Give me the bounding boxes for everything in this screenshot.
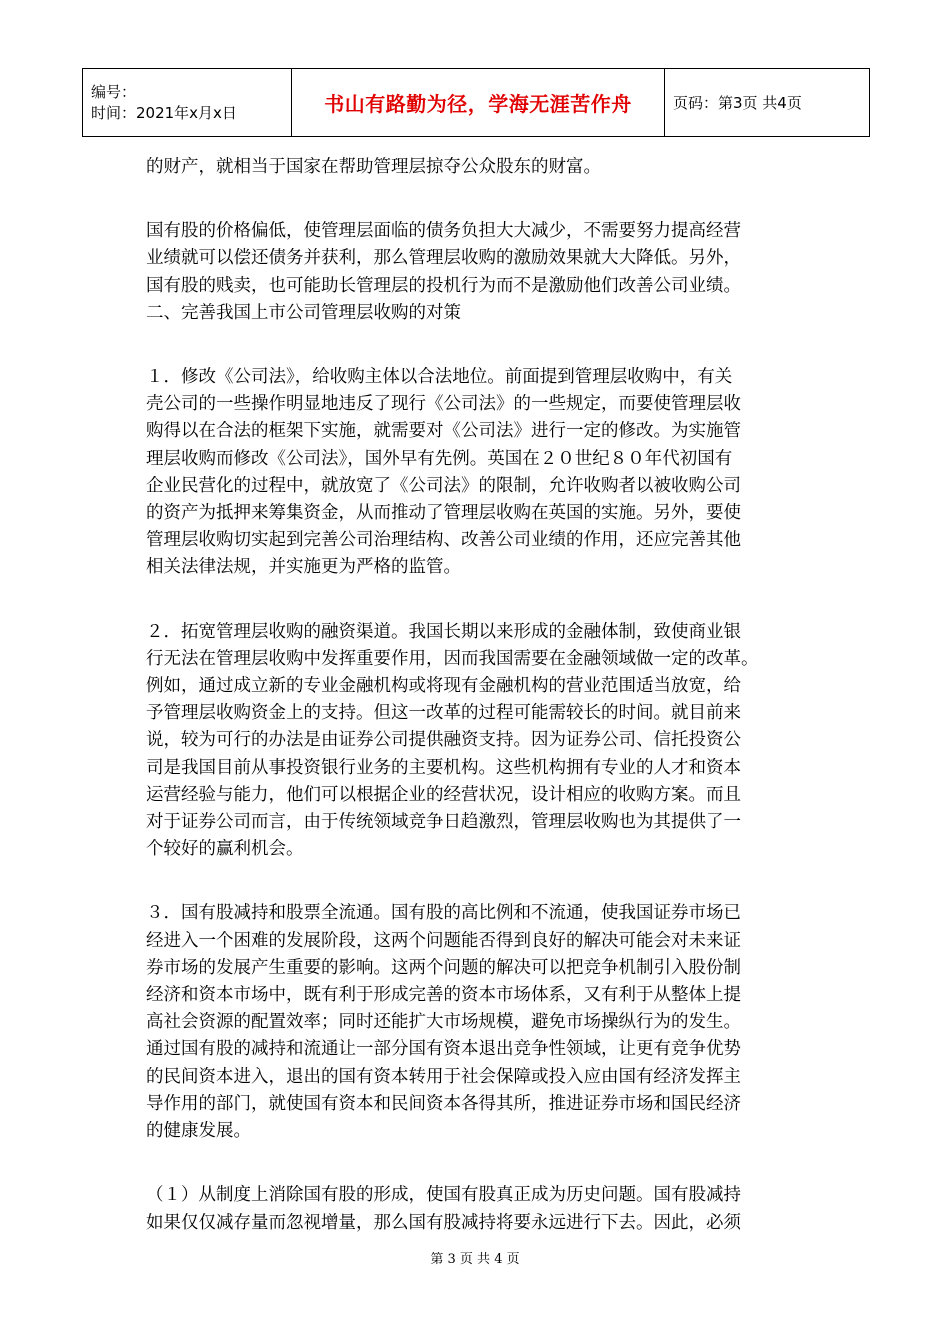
document-header: [82, 68, 870, 137]
paragraph-continuation: 的财产，就相当于国家在帮助管理层掠夺公众股东的财富。: [146, 157, 601, 177]
paragraph-state-shares-price: 国有股的价格偏低，使管理层面临的债务负担大大减少，不需要努力提高经营 业绩就可以偿还债务并获利，那么管理层收购的激励效果就大大降低。另外， 国有股的贱卖，也可能助长管理层的投机行为而不是激励他们改善公司业绩。 二、完善我国上市公司管理层收购的对策: [146, 221, 741, 323]
document-date-label: 时间：2021年x月x日: [91, 103, 237, 122]
paragraph-institutional-elimination: （１）从制度上消除国有股的形成，使国有股真正成为历史问题。国有股减持 如果仅仅减存量而忽视增量，那么国有股减持将要永远进行下去。因此，必须: [146, 1185, 741, 1233]
header-page-number: 页码：第3页 共4页: [665, 69, 870, 137]
header-motto: 书山有路勤为径，学海无涯苦作舟: [292, 69, 665, 137]
header-meta-cell: [83, 69, 292, 137]
document-body: [146, 154, 826, 1237]
paragraph-company-law: １．修改《公司法》，给收购主体以合法地位。前面提到管理层收购中，有关 壳公司的一些操作明显地违反了现行《公司法》的一些规定，而要使管理层收 购得以在合法的框架下实施，就需要对《公司法》进行一定的修改。为实施管 理层收购而修改《公司法》，国外早有先例。英国在２０世纪８０年代初国有 企业民营化的过程中，就放宽了《公司法》的限制，允许收购者以被收购公司 的资产为抵押来筹集资金，从而推动了管理层收购在英国的实施。另外，要使 管理层收购切实起到完善公司治理结构、改善公司业绩的作用，还应完善其他 相关法律法规，并实施更为严格的监管。: [146, 367, 741, 578]
paragraph-financing-channels: ２．拓宽管理层收购的融资渠道。我国长期以来形成的金融体制，致使商业银 行无法在管理层收购中发挥重要作用，因而我国需要在金融领域做一定的改革。 例如，通过成立新的专业金融机构或将现有金融机构的营业范围适当放宽，给 予管理层收购资金上的支持。但这一改革的过程可能需较长的时间。就目前来 说，较为可行的办法是由证券公司提供融资支持。因为证券公司、信托投资公 司是我国目前从事投资银行业务的主要机构。这些机构拥有专业的人才和资本 运营经验与能力，他们可以根据企业的经营状况，设计相应的收购方案。而且 对于证券公司而言，由于传统领域竞争日趋激烈，管理层收购也为其提供了一 个较好的赢利机会。: [146, 621, 759, 860]
paragraph-state-share-reduction: ３．国有股减持和股票全流通。国有股的高比例和不流通，使我国证券市场已 经进入一个困难的发展阶段，这两个问题能否得到良好的解决可能会对未来证 券市场的发展产生重要的影响。这两个问题的解决可以把竞争机制引入股份制 经济和资本市场中，既有利于形成完善的资本市场体系，又有利于从整体上提 高社会资源的配置效率；同时还能扩大市场规模，避免市场操纵行为的发生。 通过国有股的减持和流通让一部分国有资本退出竞争性领域，让更有竞争优势 的民间资本进入，退出的国有资本转用于社会保障或投入应由国有经济发挥主 导作用的部门，就使国有资本和民间资本各得其所，推进证券市场和国民经济 的健康发展。: [146, 903, 741, 1142]
page-footer: 第 3 页 共 4 页: [430, 1252, 520, 1267]
document-number-label: 编号：: [91, 82, 137, 101]
